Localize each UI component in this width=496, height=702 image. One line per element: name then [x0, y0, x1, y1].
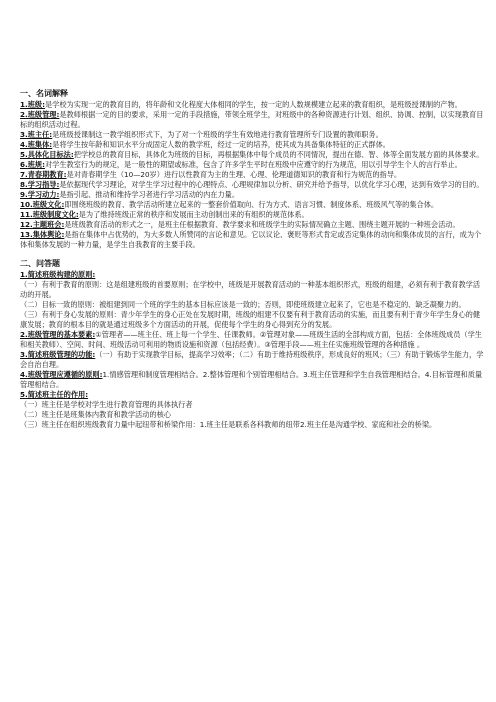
definition-text: 是指在集体中占优势的，为大多数人所赞同的言论和意见。它以议论、褒贬等形式肯定或否定集体的动向和集体成员的言行，成为个体和集体发展的一种力量，是学生自我教育的主要手段。 [20, 230, 482, 249]
definition-item [20, 200, 486, 210]
definition-term: 7.青春期教育: [20, 170, 67, 179]
question-5-point-1: （一）班主任是学校对学生进行教育管理的具体执行者 [20, 400, 193, 409]
definition-term: 6.班规: [20, 160, 45, 169]
definition-item [20, 180, 486, 190]
definition-term: 2.班级管理: [20, 110, 60, 119]
definition-item [20, 220, 486, 230]
definition-term: 5.具体化目标法: [20, 150, 74, 159]
definition-item [20, 230, 486, 250]
definition-list [20, 100, 486, 250]
question-1-heading: 1.简述班级构建的原则: [20, 270, 96, 279]
definition-item [20, 160, 486, 170]
definition-term: 4.班集体: [20, 140, 53, 149]
definition-item [20, 210, 486, 220]
question-1-point-3: （三）有利于身心发展的原则：青少年学生的身心正处在发展时期，班级的组建不仅要有利于教育活动的实施，而且要有利于青少年学生身心的健康发展；教育的根本目的就是通过班级多个方面活动的开展，促使每个学生的身心得到充分的发展。 [20, 310, 481, 329]
definition-text: 是学校为实现一定的教育目的，将年龄和文化程度大体相同的学生，按一定的人数规模建立起来的教育组织，是班级授课制的产物。 [44, 100, 462, 109]
definition-term: 9.学习动力: [20, 190, 60, 199]
definition-text: 对学生教室行为的规定，是一般性的期望或标准，包含了许多学生平时在班级中应遵守的行为规范，用以引导学生个人的言行举止。 [44, 160, 462, 169]
definition-text: 把学校总的教育目标，具体化为班级的目标，再根据集体中每个成员的不同情况，提出在德、智、体等全面发展方面的具体要求。 [73, 150, 484, 159]
question-3: 3.简述班级管理的功能:（一）有助于实现教学目标，提高学习效率；（二）有助于维持班级秩序，形成良好的班风；（三）有助于锻炼学生能力，学会自治自理。 [20, 350, 484, 369]
definition-text: 是班级教育活动的形式之一，是班主任根据教育、教学要求和班级学生的实际情况确立主题、围绕主题开展的一种班会活动。 [64, 220, 460, 229]
question-2: 2.班级管理的基本要素:①管理者——班主任、班上每一个学生、任课教师。②管理对象——班级生活的全部构成方面，包括：全体班级成员（学生和相关教师）、空间、时间、班级活动可利用的物质设施和资源（包括经费）。③管理手段——班主任实施班级管理的各种措施 。 [20, 330, 482, 349]
definition-text: 是为了维持班级正常的秩序和发展而主动创制出来的有组织的规范体系。 [78, 210, 309, 219]
definition-term: 11.班级制度文化: [20, 210, 79, 219]
definition-item [20, 110, 486, 130]
definition-text: 是对青春期学生（10—20岁）进行以性教育为主的生理、心理、伦理道德知识的教育和行为规范的指导。 [66, 170, 402, 179]
definition-text: 是将学生按年龄和知识水平分成固定人数的教学班，经过一定的培养，使其成为具备集体特征的正式群体。 [52, 140, 390, 149]
question-4: 4.班级管理应遵循的原则:1.情感管理和制度管理相结合。2.整体管理和个别管理相结合。3.班主任管理和学生自我管理相结合。4.目标管理和质量管理相结合。 [20, 370, 483, 389]
definition-text: 即围绕班级的教育、教学活动所建立起来的一整套价值取向、行为方式、语言习惯、制度体系、班级风气等的集合体。 [64, 200, 439, 209]
question-1-point-2: （二）目标一致的原则：被组建到同一个班的学生的基本目标应该是一致的；否则，即使班级建立起来了，它也是不稳定的、缺乏凝聚力的。 [20, 300, 466, 309]
definition-text: 是指引起、推动和维持学习者进行学习活动的内在力量。 [59, 190, 240, 199]
question-5-heading: 5.简述班主任的作用: [20, 390, 89, 399]
section-title-definitions: 一、名词解释 [20, 89, 68, 98]
question-5-point-2: （二）班主任是班集体内教育和教学活动的核心 [20, 410, 171, 419]
definition-item [20, 170, 486, 180]
definition-item [20, 130, 486, 140]
document-page [20, 86, 486, 430]
question-5-point-3: （三）班主任在组织班级教育力量中起纽带和桥梁作用：1.班主任是联系各科教师的纽带2.班主任是沟通学校、家庭和社会的桥梁。 [20, 420, 437, 429]
definition-term: 3.班主任: [20, 130, 53, 139]
question-1-point-1: （一）有利于教育的原则：这是组建班级的首要原则；在学校中，班级是开展教育活动的一种基本组织形式，班级的组建，必须有利于教育教学活动的开展。 [20, 280, 481, 299]
definition-item [20, 150, 486, 160]
section-title-questions: 二、问答题 [20, 259, 60, 268]
definition-text: 是班级授课制这一教学组织形式下，为了对一个班级的学生有效地进行教育管理所专门设置的教师职务。 [52, 130, 383, 139]
definition-item [20, 190, 486, 200]
definition-term: 13.集体舆论: [20, 230, 65, 239]
definition-term: 12.主题班会: [20, 220, 65, 229]
definition-text: 是教师根据一定的目的要求，采用一定的手段措施，带领全班学生，对班级中的各种资源进行计划、组织、协调、控制，以实现教育目标的组织活动过程。 [20, 110, 484, 129]
definition-term: 10.班级文化: [20, 200, 65, 209]
definition-text: 是依据现代学习理论，对学生学习过程中的心理特点、心理规律加以分析、研究并给予指导，以优化学习心理，达到有效学习的目的。 [59, 180, 484, 189]
definition-item [20, 100, 486, 110]
definition-item [20, 140, 486, 150]
definition-term: 1.班级: [20, 100, 45, 109]
definition-term: 8.学习指导: [20, 180, 60, 189]
